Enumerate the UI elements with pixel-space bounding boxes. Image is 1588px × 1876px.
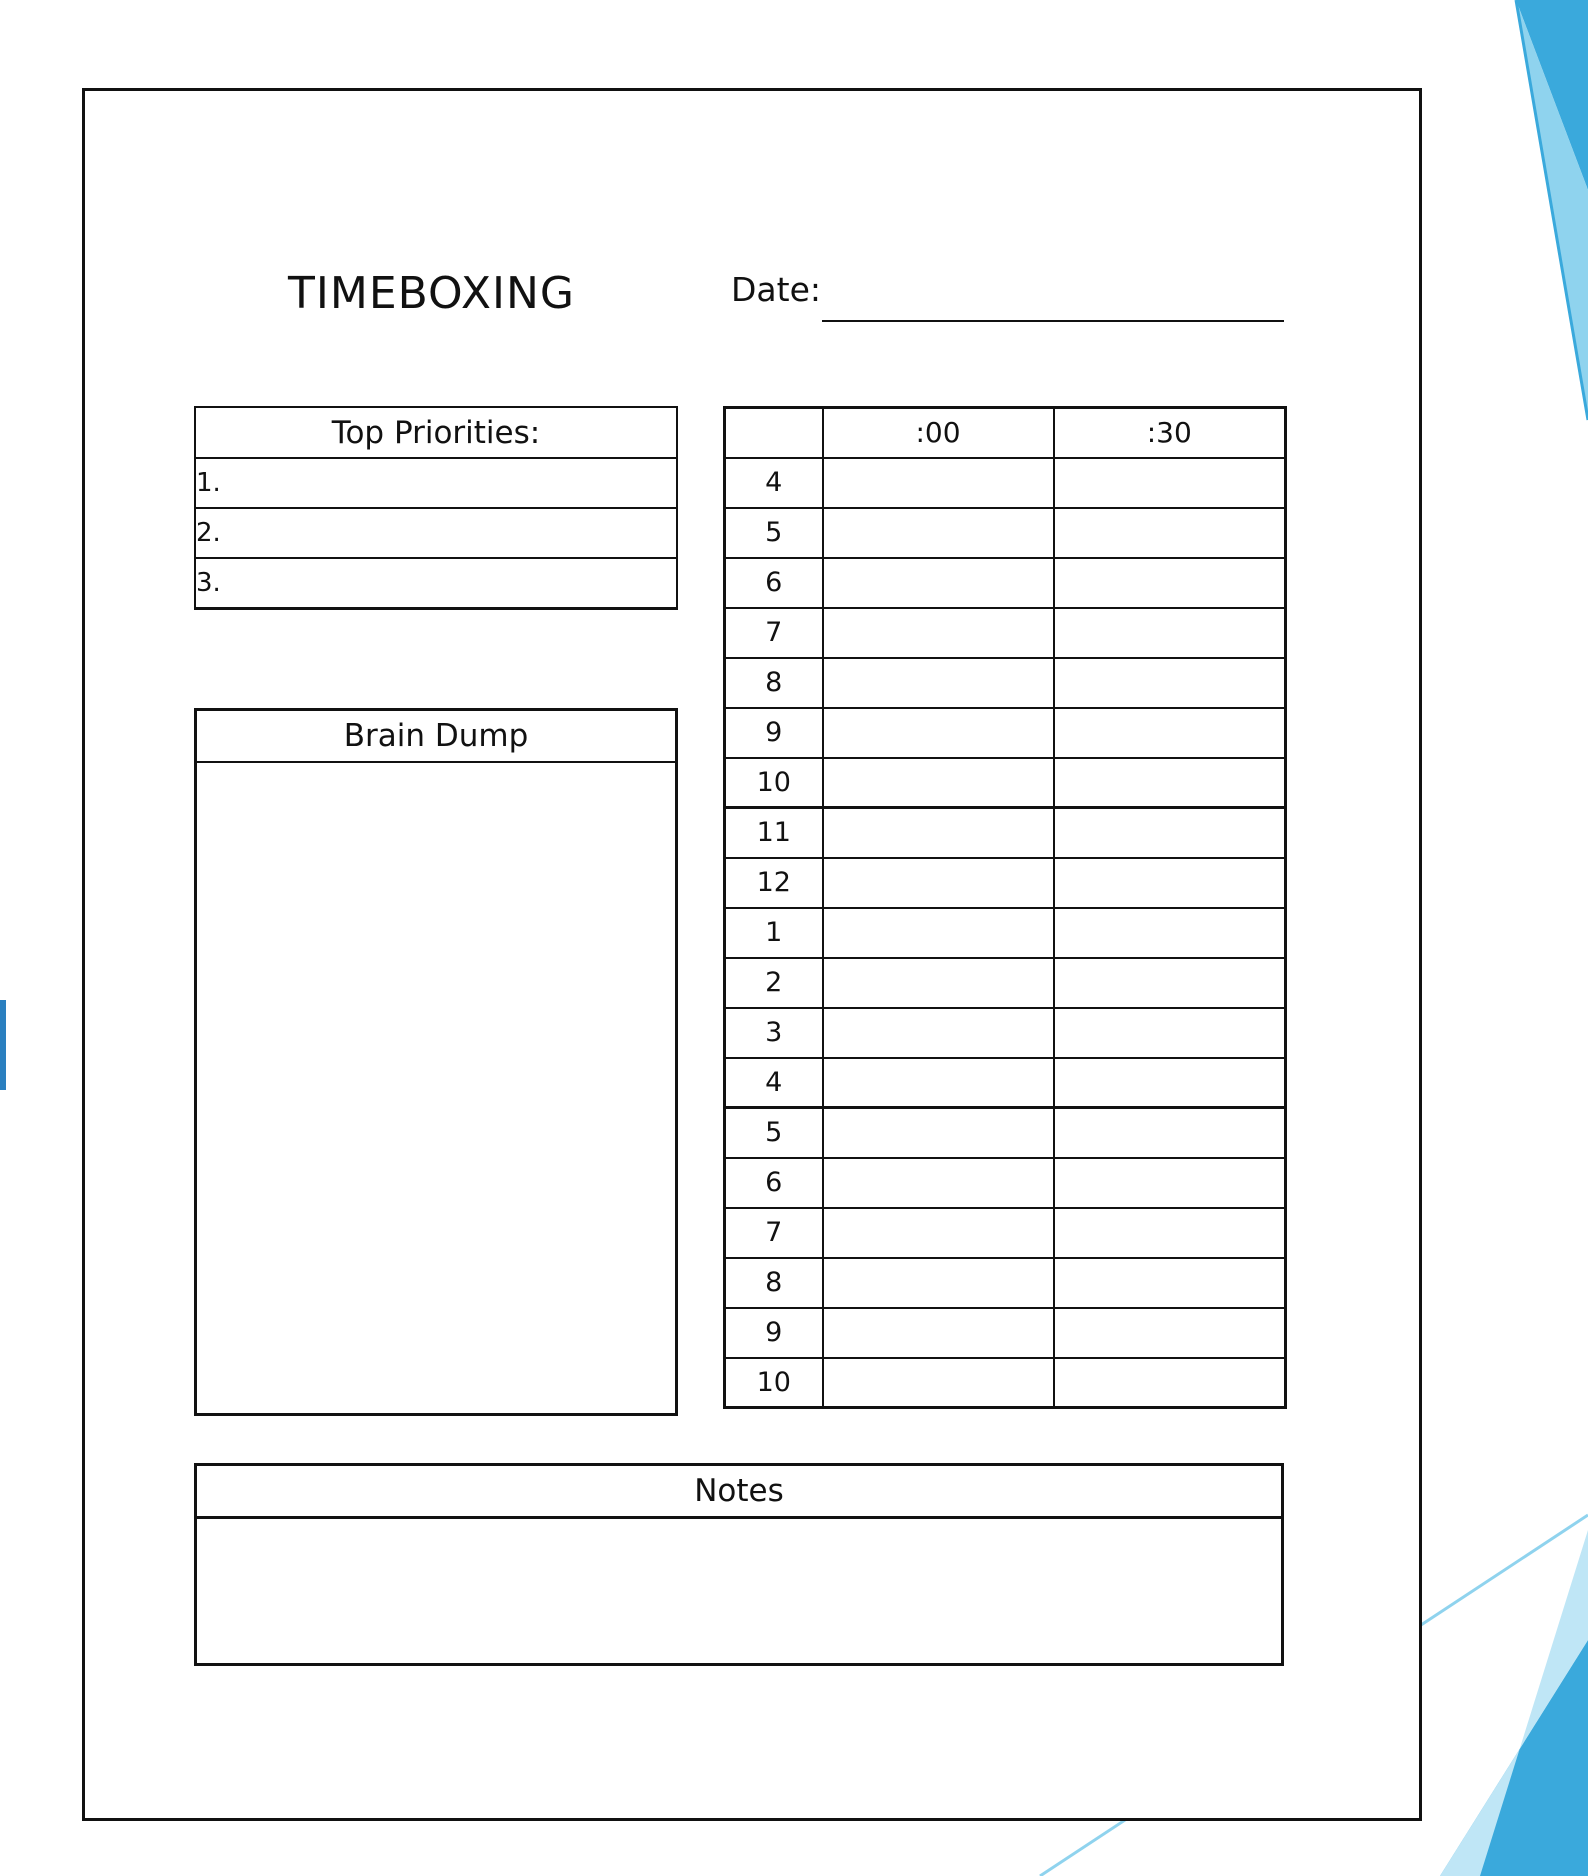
slot-00-cell[interactable] — [823, 1058, 1054, 1108]
priority-item[interactable]: 3. — [195, 558, 677, 608]
hour-label: 7 — [725, 608, 823, 658]
priority-item[interactable]: 2. — [195, 508, 677, 558]
schedule-row — [725, 908, 1286, 958]
hour-label: 6 — [725, 1158, 823, 1208]
hour-label: 6 — [725, 558, 823, 608]
schedule-row — [725, 1308, 1286, 1358]
slot-00-cell[interactable] — [823, 658, 1054, 708]
hour-label: 2 — [725, 958, 823, 1008]
slot-30-cell[interactable] — [1054, 858, 1286, 908]
hour-label: 10 — [725, 758, 823, 808]
slot-00-cell[interactable] — [823, 558, 1054, 608]
slot-00-cell[interactable] — [823, 1258, 1054, 1308]
hour-label: 5 — [725, 1108, 823, 1158]
schedule-row — [725, 458, 1286, 508]
date-label: Date: — [731, 270, 821, 309]
slot-00-cell[interactable] — [823, 1008, 1054, 1058]
slot-30-cell[interactable] — [1054, 658, 1286, 708]
slot-30-cell[interactable] — [1054, 558, 1286, 608]
slot-30-cell[interactable] — [1054, 458, 1286, 508]
hour-label: 11 — [725, 808, 823, 858]
slot-00-cell[interactable] — [823, 1358, 1054, 1408]
schedule-row — [725, 1008, 1286, 1058]
schedule-row — [725, 858, 1286, 908]
slot-30-cell[interactable] — [1054, 1058, 1286, 1108]
date-field-line[interactable] — [822, 320, 1284, 322]
slot-00-cell[interactable] — [823, 908, 1054, 958]
left-edge-accent — [0, 1000, 6, 1090]
schedule-row — [725, 608, 1286, 658]
schedule-table — [723, 406, 1287, 1409]
slot-00-cell[interactable] — [823, 808, 1054, 858]
slot-00-cell[interactable] — [823, 1158, 1054, 1208]
hour-label: 7 — [725, 1208, 823, 1258]
brain-dump-area[interactable] — [197, 763, 675, 1415]
slot-00-cell[interactable] — [823, 1108, 1054, 1158]
top-priorities-table — [194, 406, 678, 610]
schedule-row — [725, 1158, 1286, 1208]
schedule-row — [725, 1258, 1286, 1308]
hour-label: 8 — [725, 1258, 823, 1308]
schedule-row — [725, 1358, 1286, 1408]
hour-label: 4 — [725, 1058, 823, 1108]
schedule-row — [725, 658, 1286, 708]
schedule-row — [725, 708, 1286, 758]
priority-item[interactable]: 1. — [195, 458, 677, 508]
hour-label: 8 — [725, 658, 823, 708]
slot-00-cell[interactable] — [823, 1308, 1054, 1358]
slot-00-cell[interactable] — [823, 758, 1054, 808]
slot-30-cell[interactable] — [1054, 1308, 1286, 1358]
hour-label: 12 — [725, 858, 823, 908]
slot-30-cell[interactable] — [1054, 1358, 1286, 1408]
brain-dump-box — [194, 708, 678, 1416]
slot-00-cell[interactable] — [823, 508, 1054, 558]
schedule-row — [725, 808, 1286, 858]
slot-30-cell[interactable] — [1054, 758, 1286, 808]
hour-label: 9 — [725, 1308, 823, 1358]
notes-box — [194, 1463, 1284, 1666]
schedule-rows — [725, 458, 1286, 1408]
hour-label: 5 — [725, 508, 823, 558]
slot-30-cell[interactable] — [1054, 908, 1286, 958]
slot-30-cell[interactable] — [1054, 1258, 1286, 1308]
hour-label: 4 — [725, 458, 823, 508]
slot-00-cell[interactable] — [823, 958, 1054, 1008]
slot-30-cell[interactable] — [1054, 1208, 1286, 1258]
slot-00-cell[interactable] — [823, 608, 1054, 658]
top-priorities-header: Top Priorities: — [195, 407, 677, 458]
schedule-row — [725, 558, 1286, 608]
slot-30-cell[interactable] — [1054, 808, 1286, 858]
schedule-header-00: :00 — [823, 408, 1054, 458]
slot-30-cell[interactable] — [1054, 1158, 1286, 1208]
slot-30-cell[interactable] — [1054, 708, 1286, 758]
hour-label: 9 — [725, 708, 823, 758]
brain-dump-header: Brain Dump — [197, 711, 675, 763]
notes-area[interactable] — [197, 1519, 1281, 1666]
schedule-row — [725, 1208, 1286, 1258]
schedule-row — [725, 508, 1286, 558]
slot-00-cell[interactable] — [823, 458, 1054, 508]
slot-00-cell[interactable] — [823, 708, 1054, 758]
slot-30-cell[interactable] — [1054, 1008, 1286, 1058]
schedule-row — [725, 1108, 1286, 1158]
slot-30-cell[interactable] — [1054, 608, 1286, 658]
schedule-row — [725, 758, 1286, 808]
hour-label: 10 — [725, 1358, 823, 1408]
slot-00-cell[interactable] — [823, 1208, 1054, 1258]
page-title: TIMEBOXING — [288, 268, 575, 319]
slot-30-cell[interactable] — [1054, 508, 1286, 558]
schedule-header-blank — [725, 408, 823, 458]
schedule-row — [725, 1058, 1286, 1108]
slot-30-cell[interactable] — [1054, 958, 1286, 1008]
slot-00-cell[interactable] — [823, 858, 1054, 908]
schedule-header-30: :30 — [1054, 408, 1286, 458]
hour-label: 1 — [725, 908, 823, 958]
schedule-row — [725, 958, 1286, 1008]
hour-label: 3 — [725, 1008, 823, 1058]
notes-header: Notes — [197, 1466, 1281, 1519]
slot-30-cell[interactable] — [1054, 1108, 1286, 1158]
